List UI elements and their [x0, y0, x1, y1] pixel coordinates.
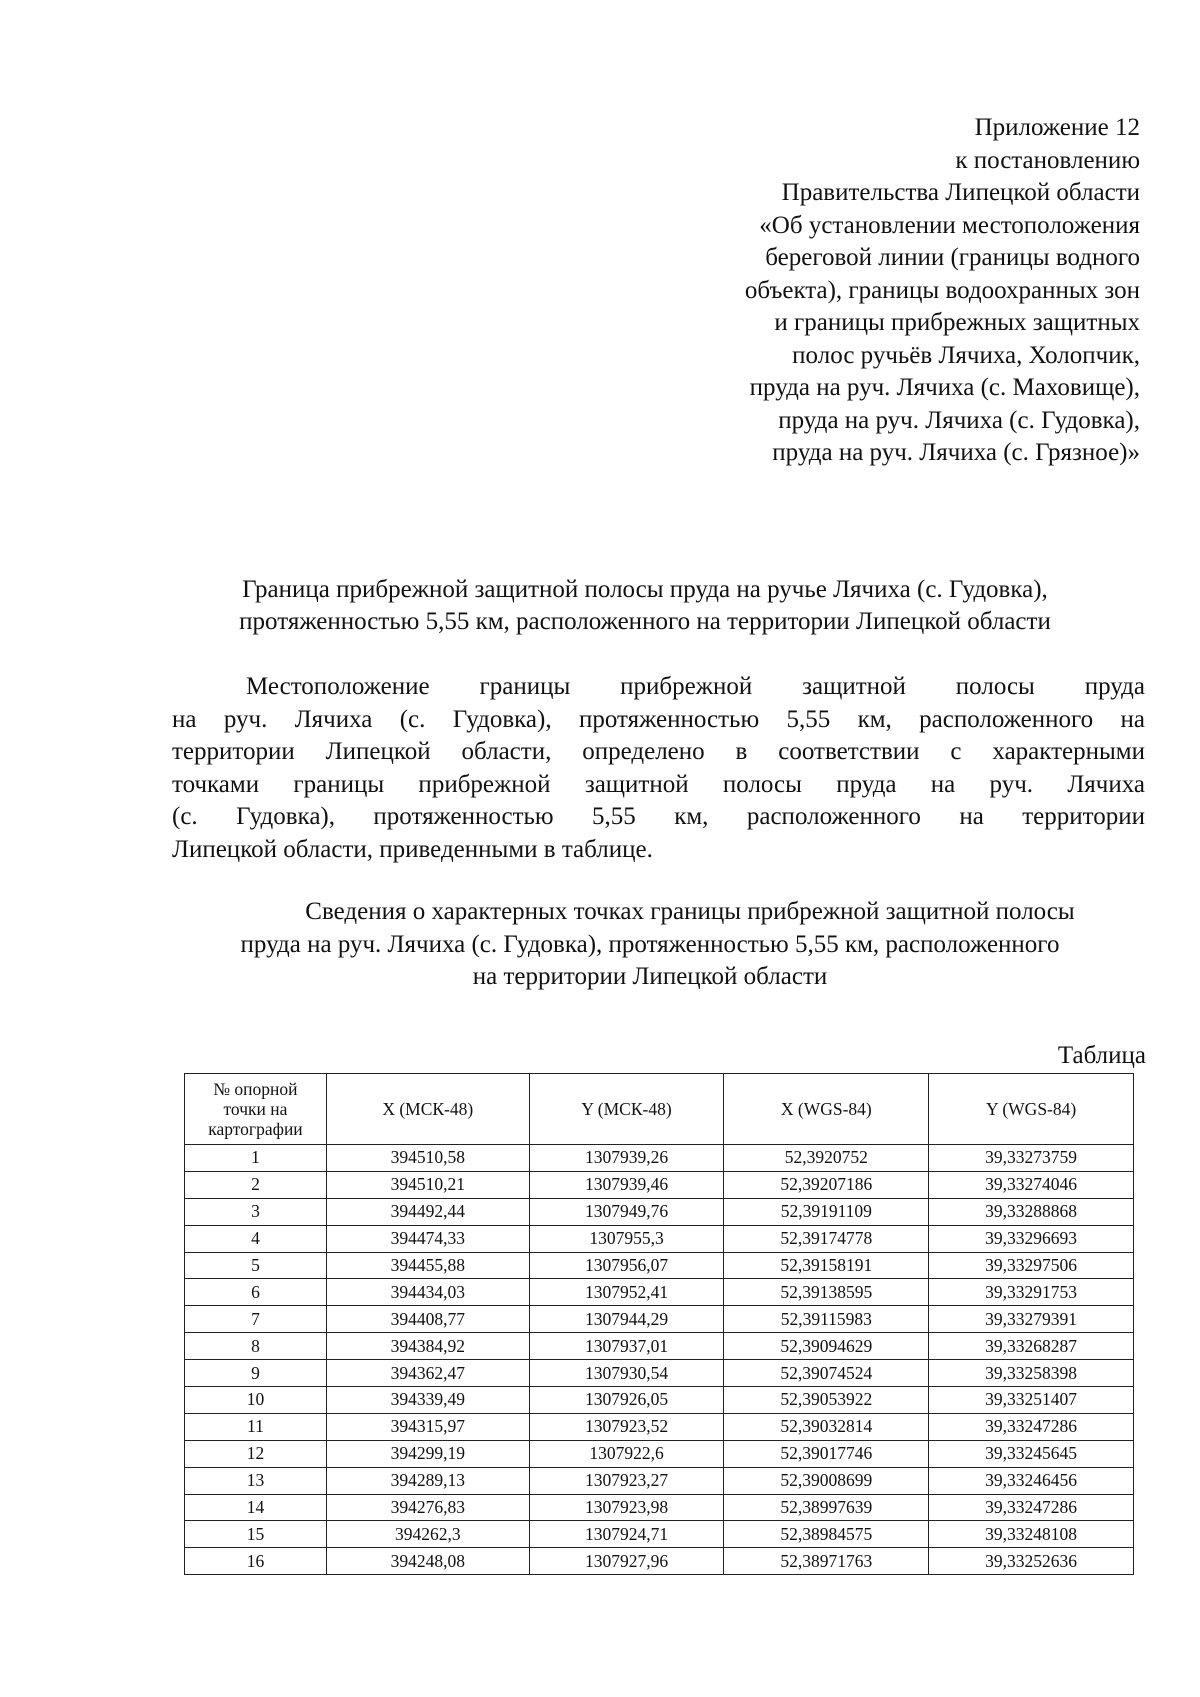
table-row — [185, 1467, 1134, 1494]
cell-x-wgs: 52,38997639 — [724, 1494, 929, 1521]
cell-y-wgs: 39,33268287 — [929, 1333, 1134, 1360]
cell-y-msk: 1307924,71 — [529, 1521, 724, 1548]
header-point-number-line: картографии — [208, 1119, 303, 1139]
cell-y-msk: 1307939,26 — [529, 1145, 724, 1172]
document-heading — [160, 574, 1130, 638]
appendix-line: Приложение 12 — [974, 114, 1140, 141]
cell-y-wgs: 39,33258398 — [929, 1360, 1134, 1387]
cell-point-number: 13 — [185, 1467, 327, 1494]
cell-y-wgs: 39,33291753 — [929, 1279, 1134, 1306]
cell-x-msk: 394510,58 — [326, 1145, 529, 1172]
cell-y-msk: 1307922,6 — [529, 1440, 724, 1467]
table-row — [185, 1333, 1134, 1360]
cell-x-msk: 394289,13 — [326, 1467, 529, 1494]
appendix-line: «Об установлении местоположения — [759, 211, 1140, 239]
cell-x-wgs: 52,39207186 — [724, 1171, 929, 1198]
cell-y-msk: 1307923,98 — [529, 1494, 724, 1521]
cell-y-wgs: 39,33297506 — [929, 1252, 1134, 1279]
appendix-line: объекта), границы водоохранных зон — [744, 276, 1140, 304]
cell-point-number: 1 — [185, 1145, 327, 1172]
cell-point-number: 3 — [185, 1198, 327, 1225]
cell-y-wgs: 39,33296693 — [929, 1225, 1134, 1252]
cell-y-wgs: 39,33279391 — [929, 1306, 1134, 1333]
table-body — [185, 1145, 1134, 1575]
cell-y-msk: 1307955,3 — [529, 1225, 724, 1252]
table-row — [185, 1494, 1134, 1521]
cell-y-msk: 1307927,96 — [529, 1548, 724, 1575]
appendix-line: береговой линии (границы водного — [765, 244, 1140, 271]
cell-x-wgs: 52,39032814 — [724, 1413, 929, 1440]
header-point-number-line: № опорной — [213, 1079, 298, 1099]
cell-point-number: 8 — [185, 1333, 327, 1360]
cell-x-msk: 394248,08 — [326, 1548, 529, 1575]
cell-x-wgs: 52,39158191 — [724, 1252, 929, 1279]
cell-x-wgs: 52,39017746 — [724, 1440, 929, 1467]
cell-x-msk: 394510,21 — [326, 1171, 529, 1198]
cell-point-number: 9 — [185, 1360, 327, 1387]
cell-x-msk: 394315,97 — [326, 1413, 529, 1440]
appendix-line: пруда на руч. Лячиха (с. Грязное)» — [772, 439, 1140, 466]
cell-x-wgs: 52,39191109 — [724, 1198, 929, 1225]
cell-y-wgs: 39,33274046 — [929, 1171, 1134, 1198]
cell-x-msk: 394474,33 — [326, 1225, 529, 1252]
cell-point-number: 6 — [185, 1279, 327, 1306]
caption-line: на территории Липецкой области — [472, 963, 828, 990]
appendix-line: пруда на руч. Лячиха (с. Гудовка), — [778, 406, 1140, 434]
cell-x-msk: 394408,77 — [326, 1306, 529, 1333]
cell-point-number: 7 — [185, 1306, 327, 1333]
cell-y-msk: 1307952,41 — [529, 1279, 724, 1306]
cell-x-wgs: 52,39074524 — [724, 1360, 929, 1387]
table-row — [185, 1198, 1134, 1225]
cell-point-number: 10 — [185, 1387, 327, 1414]
cell-x-wgs: 52,39094629 — [724, 1333, 929, 1360]
coordinates-table — [184, 1073, 1134, 1575]
table-row — [185, 1225, 1134, 1252]
cell-y-msk: 1307949,76 — [529, 1198, 724, 1225]
table-row — [185, 1548, 1134, 1575]
table-caption — [150, 896, 1150, 994]
cell-y-msk: 1307923,27 — [529, 1467, 724, 1494]
cell-point-number: 11 — [185, 1413, 327, 1440]
cell-x-wgs: 52,39174778 — [724, 1225, 929, 1252]
cell-point-number: 14 — [185, 1494, 327, 1521]
header-point-number-line: точки на — [223, 1099, 288, 1119]
cell-point-number: 5 — [185, 1252, 327, 1279]
table-row — [185, 1171, 1134, 1198]
cell-x-wgs: 52,39053922 — [724, 1387, 929, 1414]
cell-x-msk: 394434,03 — [326, 1279, 529, 1306]
header-point-number — [185, 1074, 327, 1145]
cell-y-msk: 1307944,29 — [529, 1306, 724, 1333]
appendix-line: пруда на руч. Лячиха (с. Маховище), — [749, 374, 1140, 401]
table-row — [185, 1145, 1134, 1172]
cell-y-msk: 1307939,46 — [529, 1171, 724, 1198]
cell-x-wgs: 52,39008699 — [724, 1467, 929, 1494]
table-label: Таблица — [1057, 1042, 1146, 1069]
appendix-line: полос ручьёв Лячиха, Холопчик, — [792, 341, 1140, 369]
cell-x-msk: 394384,92 — [326, 1333, 529, 1360]
table-row — [185, 1360, 1134, 1387]
cell-x-wgs: 52,3920752 — [724, 1145, 929, 1172]
paragraph-line: точками границы прибрежной защитной полосы пруда на руч. Лячиха — [172, 770, 1145, 798]
cell-x-wgs: 52,38984575 — [724, 1521, 929, 1548]
table-row — [185, 1440, 1134, 1467]
table-row — [185, 1252, 1134, 1279]
cell-y-msk: 1307956,07 — [529, 1252, 724, 1279]
cell-y-msk: 1307937,01 — [529, 1333, 724, 1360]
cell-y-wgs: 39,33251407 — [929, 1387, 1134, 1414]
table-row — [185, 1387, 1134, 1414]
cell-x-msk: 394276,83 — [326, 1494, 529, 1521]
appendix-block — [580, 112, 1140, 470]
cell-y-wgs: 39,33247286 — [929, 1494, 1134, 1521]
table-row — [185, 1413, 1134, 1440]
paragraph-line: Местоположение границы прибрежной защитной полосы пруда — [246, 673, 1145, 700]
caption-line: Сведения о характерных точках границы прибрежной защитной полосы — [305, 898, 1075, 925]
cell-y-wgs: 39,33252636 — [929, 1548, 1134, 1575]
paragraph-line: Липецкой области, приведенными в таблице. — [172, 835, 653, 863]
table-row — [185, 1279, 1134, 1306]
cell-y-wgs: 39,33288868 — [929, 1198, 1134, 1225]
header-x-msk: X (МСК-48) — [326, 1074, 529, 1145]
cell-y-msk: 1307923,52 — [529, 1413, 724, 1440]
cell-x-msk: 394455,88 — [326, 1252, 529, 1279]
cell-x-msk: 394362,47 — [326, 1360, 529, 1387]
cell-y-wgs: 39,33245645 — [929, 1440, 1134, 1467]
paragraph-line: на руч. Лячиха (с. Гудовка), протяженностью 5,55 км, расположенного на — [172, 705, 1145, 733]
cell-x-msk: 394492,44 — [326, 1198, 529, 1225]
cell-point-number: 4 — [185, 1225, 327, 1252]
cell-y-msk: 1307926,05 — [529, 1387, 724, 1414]
header-y-msk: Y (МСК-48) — [529, 1074, 724, 1145]
cell-y-wgs: 39,33248108 — [929, 1521, 1134, 1548]
heading-line: протяженностью 5,55 км, расположенного на территории Липецкой области — [239, 608, 1051, 635]
caption-line: пруда на руч. Лячиха (с. Гудовка), протяженностью 5,55 км, расположенного — [240, 930, 1060, 958]
cell-y-wgs: 39,33247286 — [929, 1413, 1134, 1440]
heading-line: Граница прибрежной защитной полосы пруда на ручье Лячиха (с. Гудовка), — [242, 576, 1048, 603]
table-row — [185, 1306, 1134, 1333]
table-header-row — [185, 1074, 1134, 1145]
cell-point-number: 2 — [185, 1171, 327, 1198]
appendix-line: Правительства Липецкой области — [781, 179, 1140, 206]
cell-x-msk: 394339,49 — [326, 1387, 529, 1414]
cell-x-msk: 394262,3 — [326, 1521, 529, 1548]
cell-x-wgs: 52,39138595 — [724, 1279, 929, 1306]
appendix-line: к постановлению — [955, 146, 1140, 174]
paragraph-line: (с. Гудовка), протяженностью 5,55 км, расположенного на территории — [172, 803, 1145, 830]
body-paragraph — [172, 671, 1145, 866]
header-x-wgs: X (WGS-84) — [724, 1074, 929, 1145]
table-row — [185, 1521, 1134, 1548]
cell-point-number: 12 — [185, 1440, 327, 1467]
paragraph-line: территории Липецкой области, определено в соответствии с характерными — [172, 738, 1145, 765]
cell-y-wgs: 39,33273759 — [929, 1145, 1134, 1172]
cell-point-number: 15 — [185, 1521, 327, 1548]
cell-y-msk: 1307930,54 — [529, 1360, 724, 1387]
cell-x-msk: 394299,19 — [326, 1440, 529, 1467]
header-y-wgs: Y (WGS-84) — [929, 1074, 1134, 1145]
cell-y-wgs: 39,33246456 — [929, 1467, 1134, 1494]
cell-x-wgs: 52,39115983 — [724, 1306, 929, 1333]
appendix-line: и границы прибрежных защитных — [774, 309, 1140, 336]
cell-x-wgs: 52,38971763 — [724, 1548, 929, 1575]
cell-point-number: 16 — [185, 1548, 327, 1575]
